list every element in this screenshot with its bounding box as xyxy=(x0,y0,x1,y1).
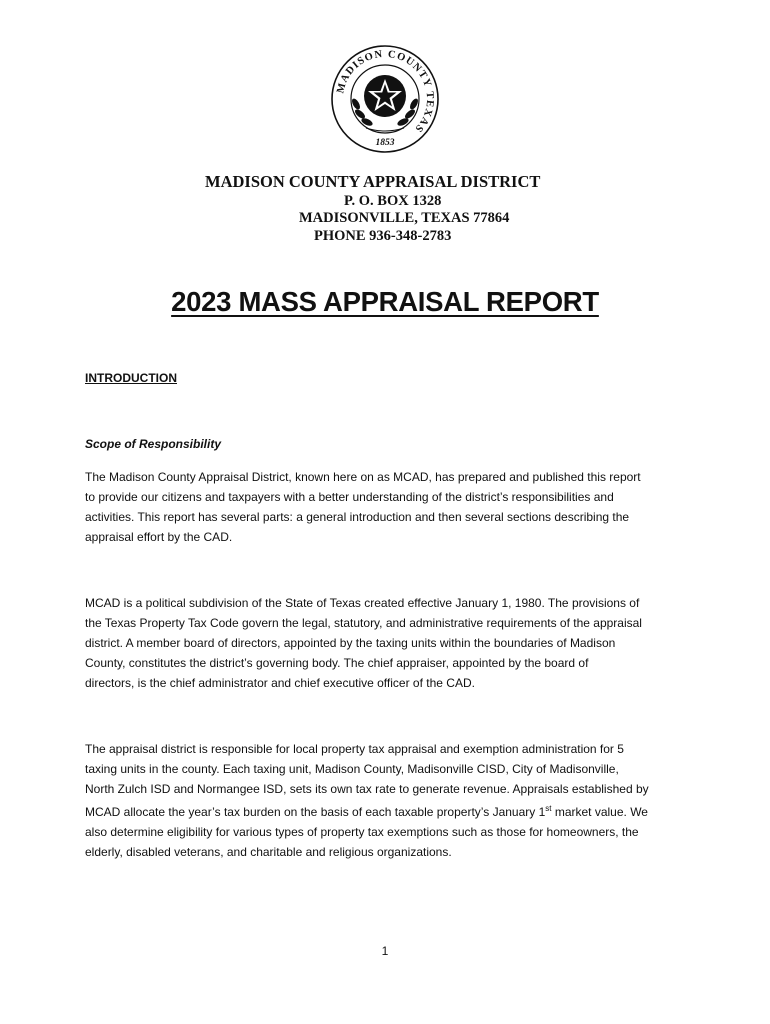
paragraph-line: taxing units in the county. Each taxing unit, Madison County, Madisonville CISD, City of Madisonville, xyxy=(85,762,619,776)
paragraph-line: North Zulch ISD and Normangee ISD, sets its own tax rate to generate revenue. Appraisals established by xyxy=(85,782,649,796)
paragraph-line: elderly, disabled veterans, and charitable and religious organizations. xyxy=(85,845,452,859)
paragraph-line: County, constitutes the district’s governing body. The chief appraiser, appointed by the board of xyxy=(85,656,589,670)
paragraph-line: also determine eligibility for various types of property tax exemptions such as those for homeowners, the xyxy=(85,825,639,839)
paragraph-scope xyxy=(85,467,685,547)
subsection-heading: Scope of Responsibility xyxy=(85,437,222,451)
county-seal-icon xyxy=(330,44,440,154)
phone-number: PHONE 936-348-2783 xyxy=(314,228,452,244)
paragraph-line: activities. This report has several parts: a general introduction and then several sections describing the xyxy=(85,510,630,524)
section-heading: INTRODUCTION xyxy=(85,371,177,385)
line-text: market value. We xyxy=(551,805,648,819)
paragraph-line: directors, is the chief administrator and chief executive officer of the CAD. xyxy=(85,676,475,690)
seal-ring-text: MADISON COUNTY TEXAS xyxy=(335,48,436,135)
report-title: 2023 MASS APPRAISAL REPORT xyxy=(171,286,599,317)
paragraph-line: the Texas Property Tax Code govern the legal, statutory, and administrative requirements of the appraisal xyxy=(85,616,642,630)
paragraph-responsibility xyxy=(85,739,685,862)
paragraph-line: district. A member board of directors, appointed by the taxing units within the boundaries of Madison xyxy=(85,636,616,650)
city-state-zip: MADISONVILLE, TEXAS 77864 xyxy=(299,210,510,226)
po-box: P. O. BOX 1328 xyxy=(344,193,442,209)
paragraph-line xyxy=(85,799,685,822)
org-name: MADISON COUNTY APPRAISAL DISTRICT xyxy=(205,172,541,191)
paragraph-line: MCAD is a political subdivision of the State of Texas created effective January 1, 1980. The provisions of xyxy=(85,596,640,610)
seal-year: 1853 xyxy=(375,138,395,148)
page-number: 1 xyxy=(381,944,389,958)
paragraph-line: The appraisal district is responsible for local property tax appraisal and exemption administration for 5 xyxy=(85,742,624,756)
paragraph-mcad xyxy=(85,593,685,693)
line-text: MCAD allocate the year’s tax burden on the basis of each taxable property’s January 1 xyxy=(85,805,546,819)
paragraph-line: appraisal effort by the CAD. xyxy=(85,530,233,544)
paragraph-line: to provide our citizens and taxpayers with a better understanding of the district’s responsibilities and xyxy=(85,490,614,504)
paragraph-line: The Madison County Appraisal District, known here on as MCAD, has prepared and published this report xyxy=(85,470,641,484)
ordinal-suffix: st xyxy=(545,804,552,813)
